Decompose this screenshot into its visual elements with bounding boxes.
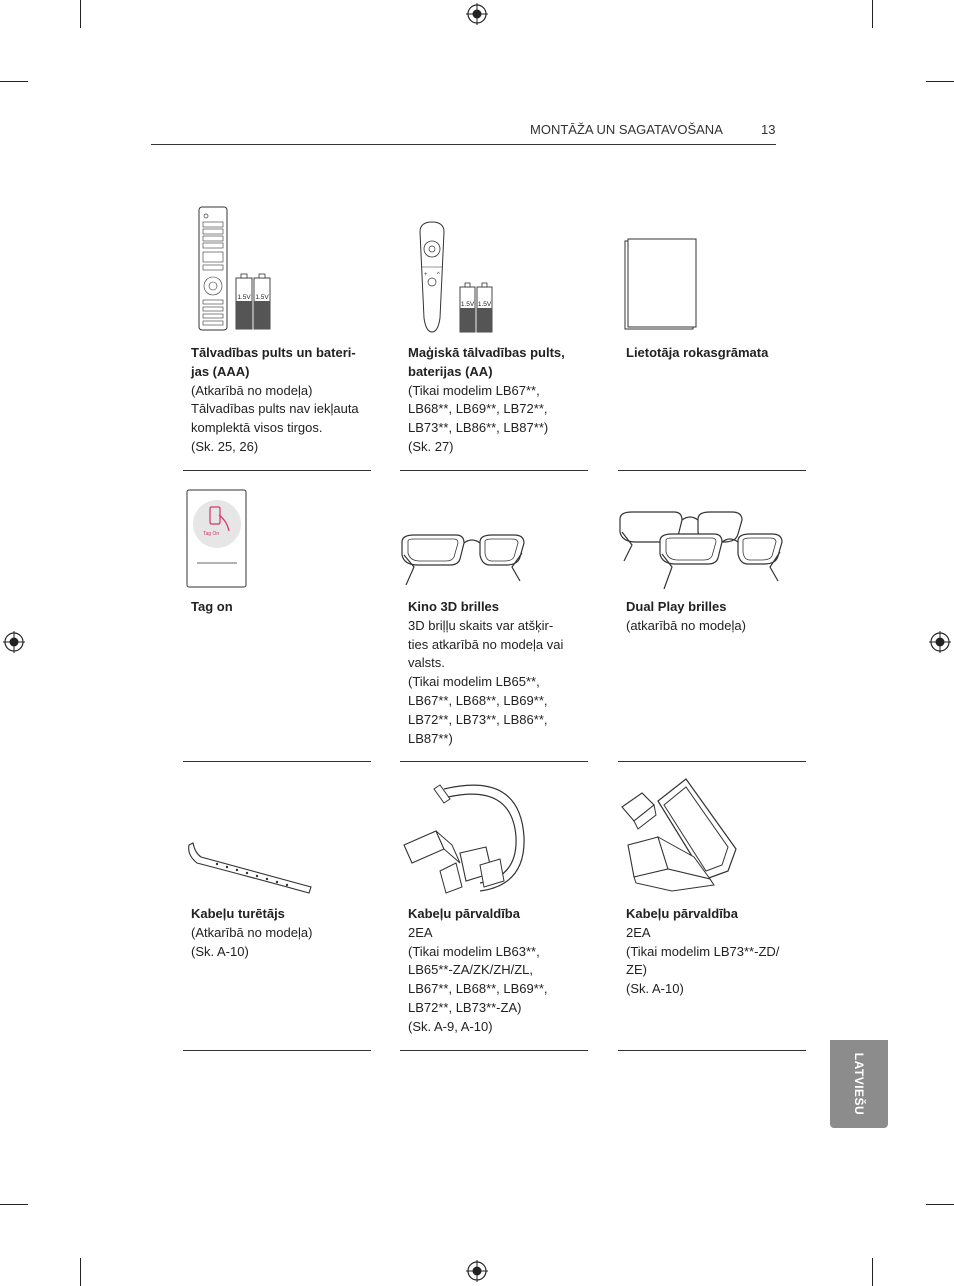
item-line: (Tikai modelim LB65**, (408, 674, 540, 690)
item-caption (626, 905, 798, 999)
item-line: LB73**, LB86**, LB87**) (408, 420, 549, 436)
section-title: MONTĀŽA UN SAGATAVOŠANA (530, 122, 723, 137)
item-caption (191, 344, 363, 457)
item-line: komplektā visos tirgos. (191, 420, 323, 436)
item-caption (408, 905, 580, 1037)
cable-holder-illustration (183, 775, 371, 900)
manual-book-icon (618, 200, 806, 335)
item-line: 3D briļļu skaits var atšķir- (408, 617, 554, 633)
item-name: Kabeļu pārvaldība (626, 906, 738, 921)
item-line: Tālvadības pults nav iekļauta (191, 401, 359, 417)
registration-mark-top (466, 3, 488, 25)
item-cable-management-2 (618, 775, 806, 1052)
item-line: (Sk. A-9, A-10) (408, 1018, 493, 1034)
item-line: (atkarībā no modeļa) (626, 617, 746, 633)
remote-control-illustration (183, 200, 371, 335)
item-divider (183, 1050, 371, 1051)
item-line: ties atkarībā no modeļa vai (408, 636, 564, 652)
registration-mark-right (929, 631, 951, 653)
item-line: LB87**) (408, 730, 453, 746)
item-magic-remote (400, 200, 588, 472)
header-rule (151, 144, 776, 145)
item-name: Lietotāja rokasgrāmata (626, 345, 769, 360)
item-line: 2EA (626, 924, 651, 940)
item-tag-on (183, 485, 371, 763)
item-caption (626, 598, 798, 636)
item-name: Dual Play brilles (626, 599, 727, 614)
item-line: (Sk. A-10) (626, 981, 684, 997)
item-name: Maģiskā tālvadības pults, (408, 345, 565, 360)
page-number: 13 (761, 122, 776, 137)
3d-glasses-illustration (400, 485, 588, 595)
item-line: LB72**, LB73**, LB86**, (408, 711, 548, 727)
battery-2-label: 1.5V (255, 294, 269, 301)
item-caption (191, 598, 363, 617)
item-line: LB67**, LB68**, LB69**, (408, 981, 548, 997)
item-caption (408, 598, 580, 748)
language-tab (830, 1040, 888, 1128)
item-line: LB68**, LB69**, LB72**, (408, 401, 548, 417)
row-divider (400, 761, 588, 762)
item-divider (618, 470, 806, 471)
item-divider (618, 1050, 806, 1051)
item-name: Tag on (191, 599, 233, 614)
tag-on-card-illustration (183, 485, 371, 595)
item-name: Kabeļu pārvaldība (408, 906, 520, 921)
item-line: (Atkarībā no modeļa) (191, 382, 313, 398)
item-line: (Sk. 27) (408, 438, 454, 454)
item-line: (Tikai modelim LB73**-ZD/ (626, 943, 780, 959)
item-line: LB72**, LB73**-ZA) (408, 999, 522, 1015)
item-line: LB65**-ZA/ZK/ZH/ZL, (408, 962, 533, 978)
tag-on-sticker-text: Tag On (203, 531, 220, 537)
item-line: (Atkarībā no modeļa) (191, 924, 313, 940)
item-name: Tālvadības pults un bateri- (191, 345, 356, 360)
item-line: (Sk. 25, 26) (191, 438, 259, 454)
item-caption (626, 344, 798, 363)
item-line: 2EA (408, 924, 433, 940)
item-owners-manual (618, 200, 806, 472)
item-name: Kino 3D brilles (408, 599, 500, 614)
item-caption (191, 905, 363, 961)
item-line: ZE) (626, 962, 647, 978)
item-name-cont: jas (AAA) (191, 363, 250, 379)
item-divider (183, 470, 371, 471)
item-cable-management-1 (400, 775, 588, 1052)
item-cinema-3d-glasses (400, 485, 588, 763)
item-name-cont: baterijas (AA) (408, 363, 493, 379)
glasses-front (660, 534, 782, 589)
item-divider (400, 470, 588, 471)
battery-2-label: 1.5V (477, 301, 492, 308)
item-remote-control (183, 200, 371, 472)
aaa-battery-1 (236, 274, 252, 329)
language-tab-label: LATVIEŠU (852, 1052, 866, 1116)
row-divider (618, 761, 806, 762)
row-divider (183, 761, 371, 762)
item-line: LB67**, LB68**, LB69**, (408, 692, 548, 708)
item-line: (Sk. A-10) (191, 943, 249, 959)
item-divider (400, 1050, 588, 1051)
dual-play-glasses-illustration (618, 485, 806, 595)
magic-remote-illustration (400, 200, 588, 335)
aaa-battery-2 (254, 274, 270, 329)
registration-mark-left (3, 631, 25, 653)
item-caption (408, 344, 580, 457)
cable-management-clip-illustration (618, 775, 806, 900)
aa-battery-2 (477, 283, 492, 332)
registration-mark-bottom (466, 1260, 488, 1282)
item-line: (Tikai modelim LB63**, (408, 943, 540, 959)
item-name: Kabeļu turētājs (191, 906, 285, 921)
battery-1-label: 1.5V (460, 301, 475, 308)
svg-text:^: ^ (437, 272, 440, 278)
item-line: (Tikai modelim LB67**, (408, 382, 540, 398)
svg-text:+: + (424, 272, 428, 278)
item-dual-play-glasses (618, 485, 806, 763)
item-line: valsts. (408, 655, 445, 671)
aa-battery-1 (460, 283, 475, 332)
battery-1-label: 1.5V (237, 294, 251, 301)
cable-management-ring-illustration (400, 775, 588, 900)
item-cable-holder (183, 775, 371, 1052)
